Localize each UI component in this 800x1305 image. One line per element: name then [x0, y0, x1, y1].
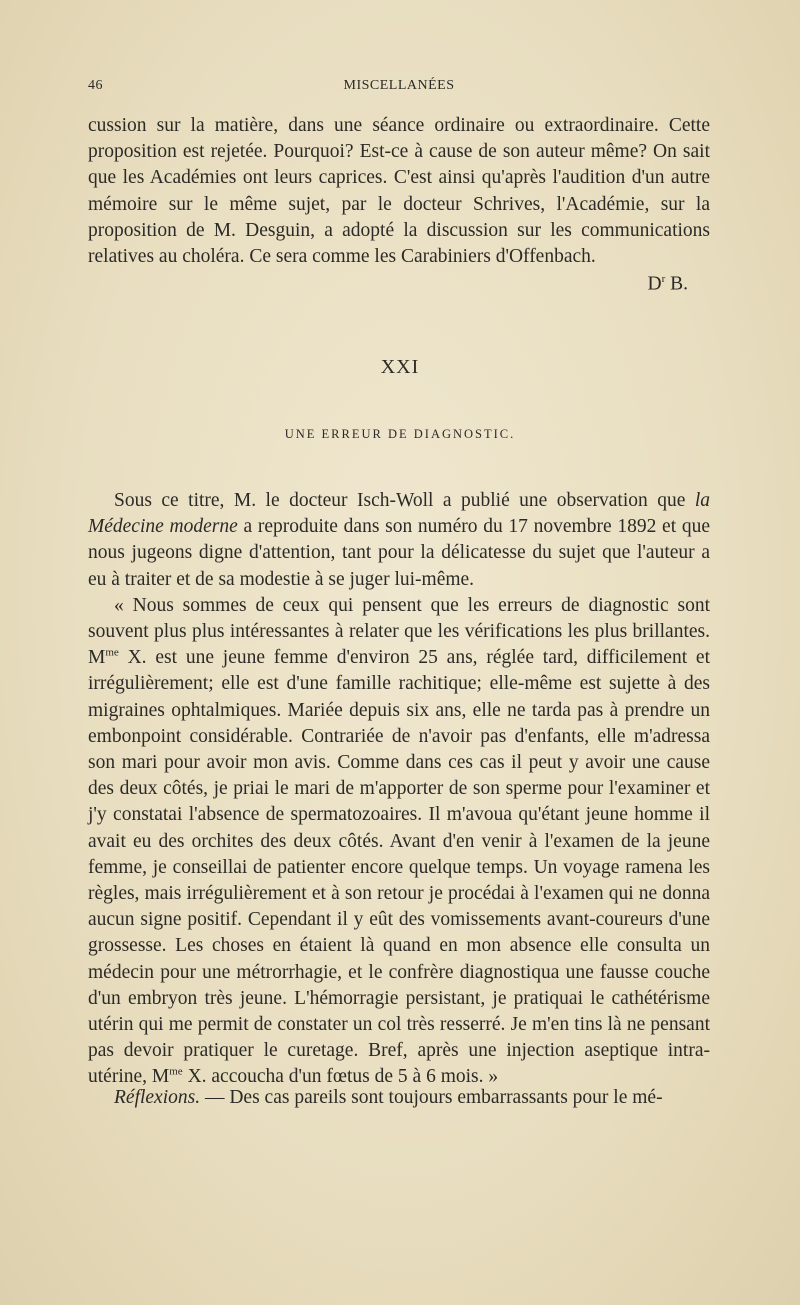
article-body [88, 488, 710, 1091]
signature-prefix: D [647, 273, 662, 295]
p1-italic-title: la Médecine moderne [88, 490, 710, 538]
p2-text-a: « Nous sommes de ceux qui pensent que les erreurs de diagnostic sont souvent plus plus intéressantes à relater que les vérifications les plus brillantes. M [88, 594, 710, 669]
p3-text: — Des cas pareils sont toujours embarrassants pour le mé- [200, 1087, 663, 1108]
p1-text-b: a reproduite dans son numéro du 17 novembre 1892 et que nous jugeons digne d'attention, tant pour la délicatesse du sujet que l'auteur a eu à traiter et de sa modestie à se juger lui-même. [88, 516, 710, 590]
section-number: XXI [380, 356, 420, 378]
p2-sup-1: me [105, 646, 119, 659]
signature-name: B. [665, 273, 688, 295]
paragraph-1 [88, 488, 710, 593]
p3-italic-label: Réflexions. [114, 1087, 201, 1108]
p2-text-c: X. accoucha d'un fœtus de 5 à 6 mois. » [182, 1066, 499, 1088]
p1-text-a: Sous ce titre, M. le docteur Isch-Woll a publié une observation que [114, 490, 695, 511]
paragraph-3 [88, 1085, 710, 1111]
signature [88, 273, 688, 296]
signature-sup: r [661, 273, 666, 285]
running-title: MISCELLANÉES [343, 78, 455, 93]
top-paragraph-block [88, 113, 710, 270]
p2-sup-2: me [169, 1065, 183, 1078]
running-head [88, 78, 710, 100]
section-title: UNE ERREUR DE DIAGNOSTIC. [284, 427, 516, 441]
p2-text-b: X. est une jeune femme d'environ 25 ans, réglée tard, difficilement et irrégulièrement; elle est d'une famille rachitique; elle-même est sujette à des migraines ophtalmiques. Mariée depuis six ans, elle ne tarda pas à prendre un embonpoint considérable. Contrariée de n'avoir pas d'enfants, elle m'adressa son mari pour avoir mon avis. Comme dans ces cas il peut y avoir une cause des deux côtés, je priai le mari de m'apporter de son sperme pour l'examiner et j'y constatai l'absence de spermatozoaires. Il m'avoua qu'étant jeune homme il avait eu des orchites des deux côtés. Avant d'en venir à l'examen de la jeune femme, je conseillai de patienter encore quelque temps. Un voyage ramena les règles, mais irrégulièrement et à son retour je procédai à l'examen qui ne donna aucun signe positif. Cependant il y eût des vomissements avant-coureurs d'une grossesse. Les choses en étaient là quand en mon absence elle consulta un médecin pour une métrorrhagie, et le confrère diagnostiqua une fausse couche d'un embryon très jeune. L'hémorragie persistant, je pratiquai le cathétérisme utérin qui me permit de constater un col très resserré. Je m'en tins là ne pensant pas devoir pratiquer le curetage. Bref, après une injection aseptique intra-utérine, M [88, 647, 710, 1088]
paragraph-2 [88, 593, 710, 1091]
top-paragraph: cussion sur la matière, dans une séance ordinaire ou extraordinaire. Cette proposition est rejetée. Pourquoi? Est-ce à cause de son auteur même? On sait que les Académies ont leurs caprices. C'est ainsi qu'après l'audition d'un autre mémoire sur le même sujet, par le docteur Schrives, l'Académie, sur la proposition de M. Desguin, a adopté la discussion sur les communications relatives au choléra. Ce sera comme les Carabiniers d'Offenbach. [88, 115, 710, 268]
page-number: 46 [88, 78, 103, 93]
